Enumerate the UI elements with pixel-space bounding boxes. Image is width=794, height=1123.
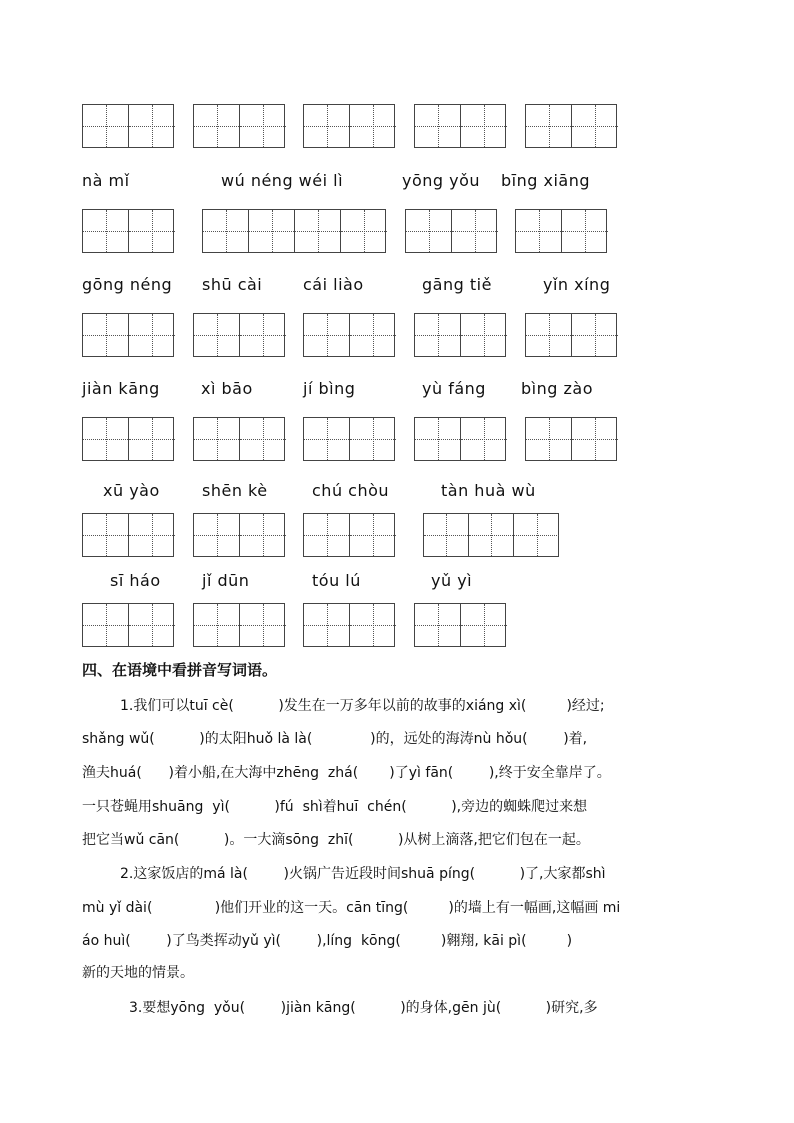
pinyin-label: yù fáng (422, 379, 486, 398)
passage-line: 新的天地的情景。 (82, 965, 194, 981)
char-grid[interactable] (423, 513, 559, 557)
passage-line: áo huì( )了鸟类挥动yǔ yì( ),líng kōng( )翱翔, kāi pì( ) (82, 933, 573, 949)
char-grid[interactable] (82, 603, 174, 647)
pinyin-label: bìng zào (521, 379, 593, 398)
pinyin-label: bīng xiāng (501, 171, 590, 190)
char-grid[interactable] (82, 209, 174, 253)
pinyin-label: gāng tiě (422, 275, 492, 294)
pinyin-label: gōng néng (82, 275, 173, 294)
char-grid[interactable] (414, 603, 506, 647)
section-title: 四、在语境中看拼音写词语。 (82, 661, 278, 679)
char-grid[interactable] (193, 313, 285, 357)
char-grid[interactable] (414, 104, 506, 148)
pinyin-label: jǐ dūn (202, 571, 250, 590)
passage-line: mù yǐ dài( )他们开业的这一天。cān tīng( )的墙上有一幅画,这幅画 mi (82, 900, 621, 916)
pinyin-label: chú chòu (312, 481, 390, 500)
char-grid[interactable] (82, 513, 174, 557)
char-grid[interactable] (193, 417, 285, 461)
pinyin-label: jiàn kāng (82, 379, 160, 398)
pinyin-label: yǔ yì (431, 571, 473, 590)
char-grid[interactable] (414, 417, 506, 461)
passage-line: 把它当wǔ cān( )。一大滴sōng zhī( )从树上滴落,把它们包在一起。 (82, 832, 590, 848)
pinyin-label: wú néng wéi lì (221, 171, 344, 190)
char-grid[interactable] (202, 209, 386, 253)
pinyin-label: shēn kè (202, 481, 268, 500)
passage-line: 渔夫huá( )着小船,在大海中zhēng zhá( )了yì fān( ),终于安全靠岸了。 (82, 765, 611, 781)
passage-line: shǎng wǔ( )的太阳huǒ là là( )的，远处的海涛nù hǒu( )着, (82, 731, 588, 747)
pinyin-label: xì bāo (201, 379, 253, 398)
char-grid[interactable] (82, 104, 174, 148)
pinyin-label: tóu lú (312, 571, 361, 590)
passage-line: 1.我们可以tuī cè( )发生在一万多年以前的故事的xiáng xì( )经过; (120, 698, 605, 714)
passage-line: 3.要想yōng yǒu( )jiàn kāng( )的身体,gēn jù( )研究,多 (129, 1000, 598, 1016)
pinyin-label: jí bìng (303, 379, 356, 398)
pinyin-label: yōng yǒu (402, 171, 481, 190)
pinyin-label: cái liào (303, 275, 364, 294)
pinyin-label: xū yào (103, 481, 160, 500)
char-grid[interactable] (525, 313, 617, 357)
char-grid[interactable] (303, 313, 395, 357)
char-grid[interactable] (515, 209, 607, 253)
passage-line: 2.这家饭店的má là( )火锅广告近段时间shuā píng( )了,大家都shì (120, 866, 606, 882)
char-grid[interactable] (193, 603, 285, 647)
char-grid[interactable] (82, 313, 174, 357)
char-grid[interactable] (303, 603, 395, 647)
char-grid[interactable] (303, 104, 395, 148)
pinyin-label: sī háo (110, 571, 161, 590)
char-grid[interactable] (193, 104, 285, 148)
pinyin-label: yǐn xíng (543, 275, 611, 294)
pinyin-label: tàn huà wù (441, 481, 536, 500)
char-grid[interactable] (303, 417, 395, 461)
pinyin-label: nà mǐ (82, 171, 130, 190)
passage-line: 一只苍蝇用shuāng yì( )fú shì着huī chén( ),旁边的蜘蛛爬过来想 (82, 799, 588, 815)
char-grid[interactable] (525, 417, 617, 461)
pinyin-label: shū cài (202, 275, 263, 294)
char-grid[interactable] (405, 209, 497, 253)
char-grid[interactable] (303, 513, 395, 557)
char-grid[interactable] (193, 513, 285, 557)
char-grid[interactable] (82, 417, 174, 461)
char-grid[interactable] (525, 104, 617, 148)
char-grid[interactable] (414, 313, 506, 357)
